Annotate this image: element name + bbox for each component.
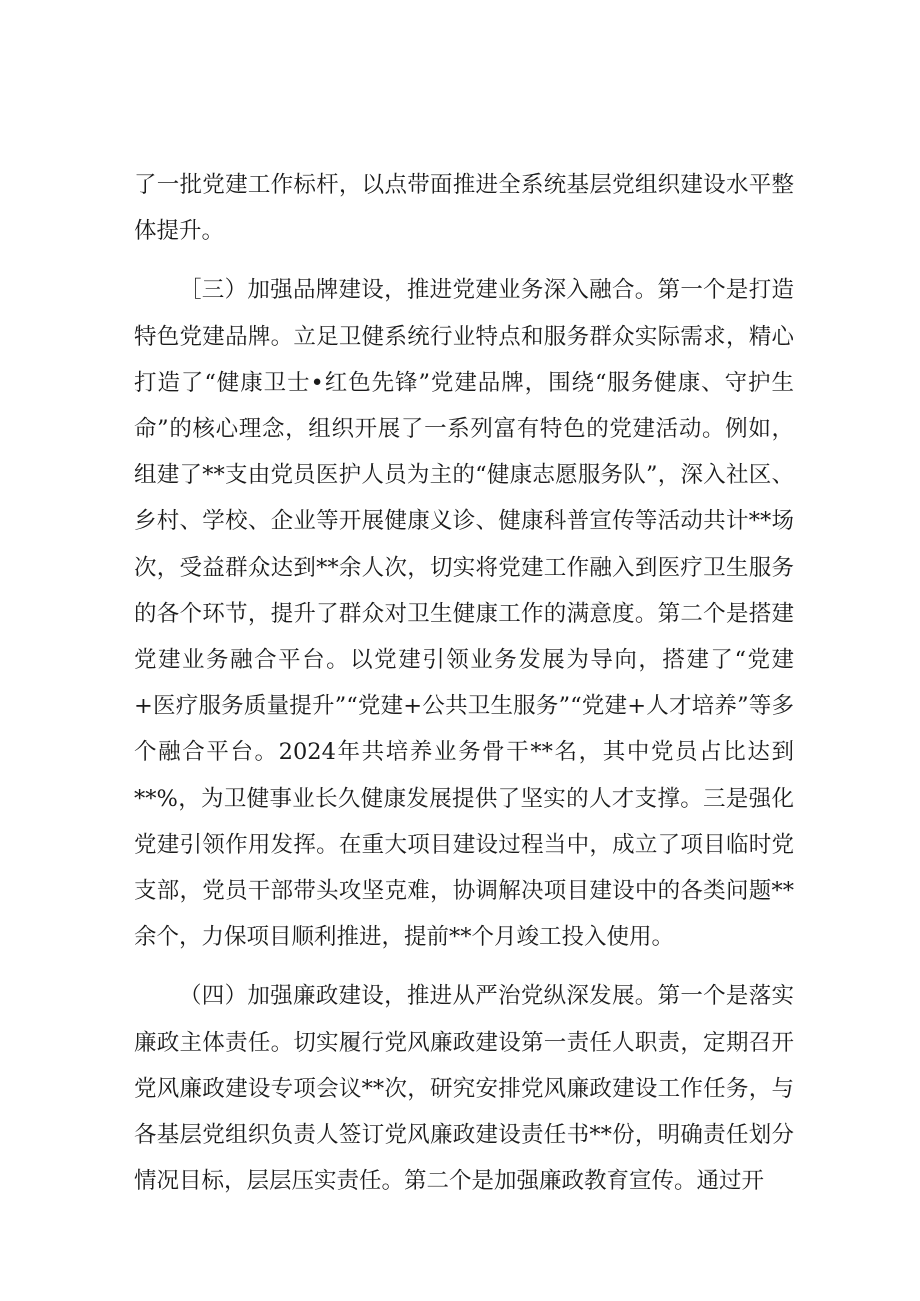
paragraph-section-three: ［三）加强品牌建设，推进党建业务深入融合。第一个是打造特色党建品牌。立足卫健系统行业特点和服务群众实际需求，精心打造了“健康卫士•红色先锋”党建品牌，围绕“服务健康、守护生命”的核心理念，组织开展了一系列富有特色的党建活动。例如，组建了**支由党员医护人员为主的“健康志愿服务队”，深入社区、乡村、学校、企业等开展健康义诊、健康科普宣传等活动共计**场次，受益群众达到**余人次，切实将党建工作融入到医疗卫生服务的各个环节，提升了群众对卫生健康工作的满意度。第二个是搭建党建业务融合平台。以党建引领业务发展为导向，搭建了“党建+医疗服务质量提升”“党建+公共卫生服务”“党建+人才培养”等多个融合平台。2024年共培养业务骨干**名，其中党员占比达到**%，为卫健事业长久健康发展提供了坚实的人才支撑。三是强化党建引领作用发挥。在重大项目建设过程当中，成立了项目临时党支部，党员干部带头攻坚克难，协调解决项目建设中的各类问题**余个，力保项目顺利推进，提前**个月竣工投入使用。 [134, 277, 794, 951]
document-body [134, 162, 794, 1217]
paragraph-section-four: （四）加强廉政建设，推进从严治党纵深发展。第一个是落实廉政主体责任。切实履行党风廉政建设第一责任人职责，定期召开党风廉政建设专项会议**次，研究安排党风廉政建设工作任务，与各基层党组织负责人签订党风廉政建设责任书**份，明确责任划分情况目标，层层压实责任。第二个是加强廉政教育宣传。通过开 [134, 983, 794, 1195]
paragraph-continuation: 了一批党建工作标杆，以点带面推进全系统基层党组织建设水平整体提升。 [134, 172, 794, 245]
